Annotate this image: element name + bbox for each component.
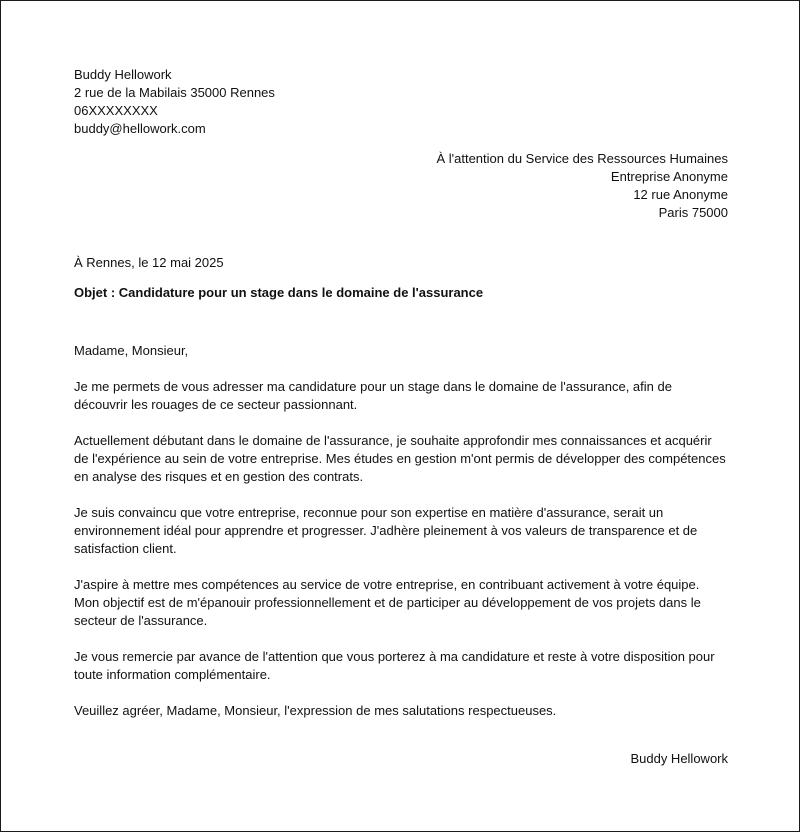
paragraph-intro: Je me permets de vous adresser ma candidature pour un stage dans le domaine de l'assurance, afin de découvrir les rouages de ce secteur passionnant. (74, 379, 672, 412)
paragraph-motivation: Je suis convaincu que votre entreprise, reconnue pour son expertise en matière d'assurance, serait un environnement idéal pour apprendre et progresser. J'adhère pleinement à vos valeurs de transparence et de satisfaction client. (74, 505, 698, 556)
sender-email: buddy@hellowork.com (74, 121, 206, 136)
sender-name: Buddy Hellowork (74, 67, 172, 82)
sender-block (74, 66, 728, 138)
paragraph-closing: Veuillez agréer, Madame, Monsieur, l'expression de mes salutations respectueuses. (74, 703, 557, 718)
recipient-city: Paris 75000 (658, 205, 728, 220)
subject-line: Objet : Candidature pour un stage dans le domaine de l'assurance (74, 285, 484, 300)
recipient-street: 12 rue Anonyme (633, 187, 728, 202)
signature: Buddy Hellowork (630, 751, 728, 766)
paragraph-experience: Actuellement débutant dans le domaine de l'assurance, je souhaite approfondir mes connaissances et acquérir de l'expérience au sein de votre entreprise. Mes études en gestion m'ont permis de développer des compétences en analyse des risques et en gestion des contrats. (74, 433, 726, 484)
recipient-block (74, 150, 728, 222)
recipient-company: Entreprise Anonyme (610, 169, 728, 184)
greeting: Madame, Monsieur, (74, 343, 189, 358)
sender-phone: 06XXXXXXXX (74, 103, 158, 118)
paragraph-thanks: Je vous remercie par avance de l'attention que vous porterez à ma candidature et reste à votre disposition pour toute information complémentaire. (74, 649, 715, 682)
date-line: À Rennes, le 12 mai 2025 (74, 255, 224, 270)
sender-address: 2 rue de la Mabilais 35000 Rennes (74, 85, 275, 100)
recipient-attention: À l'attention du Service des Ressources Humaines (436, 151, 728, 166)
paragraph-goals: J'aspire à mettre mes compétences au service de votre entreprise, en contribuant activement à votre équipe. Mon objectif est de m'épanouir professionnellement et de participer au développement de vos projets dans le secteur de l'assurance. (74, 577, 701, 628)
letter-body (74, 342, 728, 738)
